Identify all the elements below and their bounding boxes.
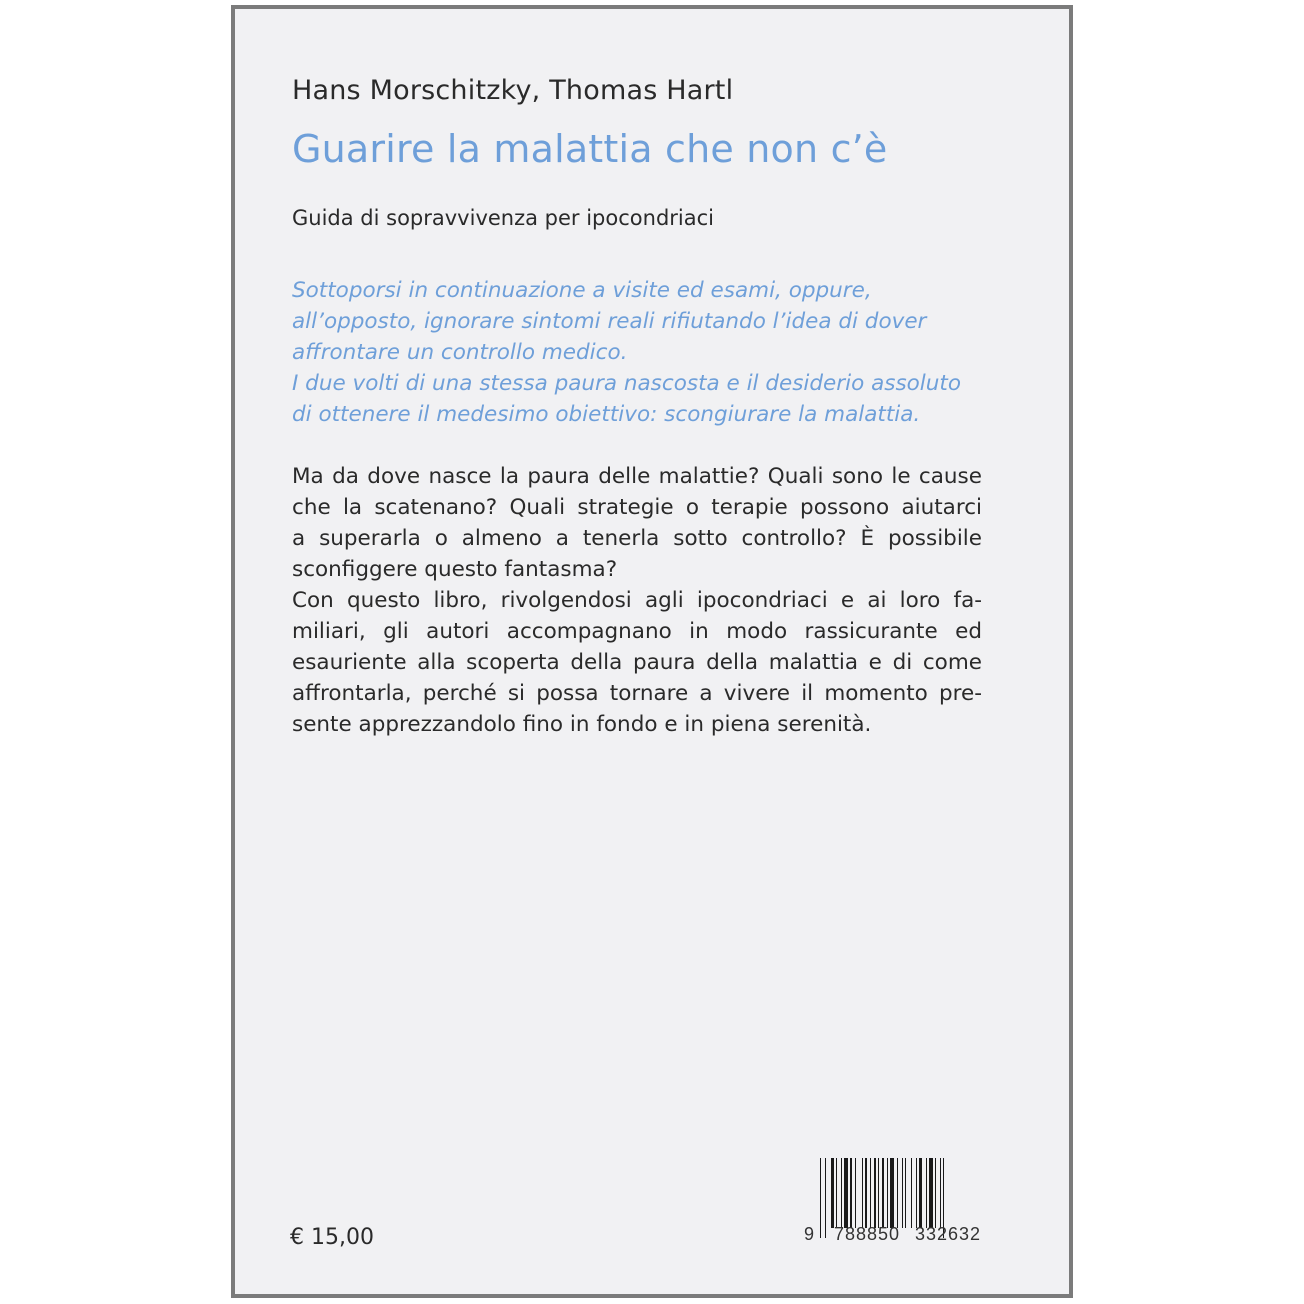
barcode-bar [820,1158,821,1238]
barcode-bar [905,1158,906,1228]
barcode-bar [902,1158,903,1228]
barcode-bar [887,1158,888,1228]
barcode-digits-group2: 332632 [915,1224,982,1244]
description-line: a superarla o almeno a tenerla sotto controllo? È possibile [292,526,982,551]
barcode-bar [929,1158,933,1228]
description [292,461,982,740]
blurb-line: affrontare un controllo medico. [292,340,628,365]
description-line: affrontarla, perché si possa tornare a vivere il momento pre- [292,681,982,706]
barcode-digits-group1: 788850 [834,1224,901,1244]
description-line: Con questo libro, rivolgendosi agli ipocondriaci e ai loro fa- [292,588,982,613]
barcode-bar [911,1158,912,1228]
barcode-bar [855,1158,856,1228]
barcode-bar [874,1158,875,1228]
description-line: sente apprezzandolo fino in fondo e in piena serenità. [292,712,872,737]
barcode-bar [836,1158,837,1228]
barcode-bar [844,1158,848,1228]
barcode-bar [919,1158,922,1228]
barcode-bar [890,1158,894,1228]
barcode-digit-first: 9 [804,1224,815,1244]
barcode-bar [897,1158,898,1228]
book-back-cover [231,5,1073,1298]
barcode-bar [935,1158,936,1228]
isbn-barcode [804,1158,1010,1248]
blurb-line: di ottenere il medesimo obiettivo: scongiurare la malattia. [292,402,921,427]
barcode-bar [926,1158,927,1228]
barcode-bar [870,1158,871,1228]
book-title: Guarire la malattia che non c’è [292,127,888,171]
description-line: Ma da dove nasce la paura delle malattie? Quali sono le cause [292,464,982,489]
blurb [292,275,961,430]
description-line: esauriente alla scoperta della paura della malattia e di come [292,650,982,675]
blurb-line: all’opposto, ignorare sintomi reali rifiutando l’idea di dover [292,309,927,334]
price: € 15,00 [290,1225,374,1250]
barcode-bar [882,1158,883,1228]
subtitle: Guida di sopravvivenza per ipocondriaci [292,206,714,230]
barcode-bar [850,1158,851,1228]
barcode-bars [820,1158,995,1230]
barcode-bar [865,1158,868,1228]
blurb-line: Sottoporsi in continuazione a visite ed esami, oppure, [292,278,872,303]
description-line: sconfiggere questo fantasma? [292,557,618,582]
barcode-bar [916,1158,917,1228]
description-line: che la scatenano? Quali strategie o terapie possono aiutarci [292,495,982,520]
description-line: miliari, gli autori accompagnano in modo rassicurante ed [292,619,982,644]
barcode-bar [841,1158,842,1228]
barcode-bar [831,1158,834,1228]
barcode-bar [862,1158,863,1228]
barcode-bar [825,1158,826,1238]
barcode-bar [940,1158,941,1228]
authors: Hans Morschitzky, Thomas Hartl [292,75,734,106]
blurb-line: I due volti di una stessa paura nascosta e il desiderio assoluto [292,371,961,396]
barcode-bar [878,1158,879,1228]
